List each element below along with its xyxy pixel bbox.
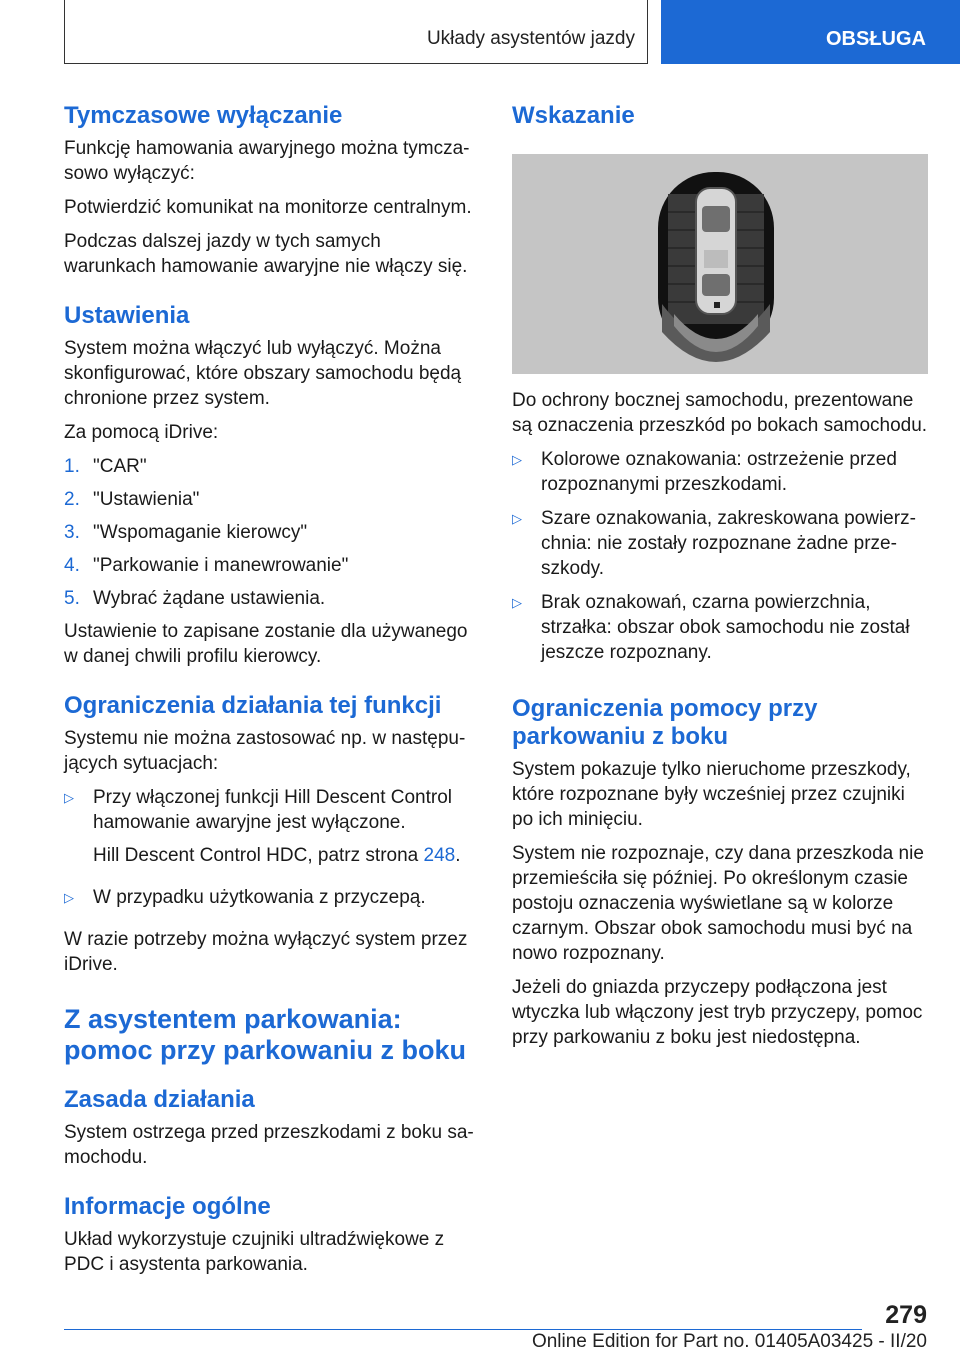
step-text: Wybrać żądane ustawienia. [93, 588, 326, 609]
step-number: 2. [64, 489, 80, 510]
list-item-text: Brak oznakowań, czarna powierzchnia, strzałka: obszar obok samochodu nie został jeszcze rozpoznany. [541, 592, 910, 663]
paragraph: System ostrzega przed przeszkodami z boku sa-mochodu. [64, 1122, 474, 1168]
step-text: "CAR" [93, 456, 147, 477]
header-box [64, 0, 648, 64]
heading-side-aid-limitations: Ograniczenia pomocy przy parkowaniu z boku [512, 695, 818, 750]
chapter-tab-label: OBSŁUGA [826, 28, 926, 50]
heading-side-parking-aid: Z asystentem parkowania: pomoc przy parkowaniu z boku [64, 1004, 467, 1065]
list-item-text: Szare oznakowania, zakreskowana powierz-chnia: nie zostały rozpoznane żadne prze-szkody. [541, 508, 916, 579]
paragraph: Za pomocą iDrive: [64, 422, 219, 443]
list-item [512, 590, 930, 665]
list-item-text: W przypadku użytkowania z przyczepą. [93, 887, 426, 908]
side-protection-figure [512, 154, 928, 374]
step-item [64, 454, 476, 479]
step-number: 3. [64, 522, 80, 543]
list-item-text: Kolorowe oznakowania: ostrzeżenie przed rozpoznanymi przeszkodami. [541, 449, 897, 495]
list-item [512, 506, 930, 581]
step-item [64, 553, 476, 578]
cross-reference [93, 843, 476, 868]
step-text: "Ustawienia" [93, 489, 200, 510]
reference-text: Hill Descent Control HDC, patrz strona [93, 845, 424, 866]
step-item [64, 520, 476, 545]
paragraph: Jeżeli do gniazda przyczepy podłączona jest wtyczka lub włączony jest tryb przyczepy, pomoc przy parkowaniu z boku jest niedostępna. [512, 977, 923, 1048]
right-column [512, 102, 930, 1059]
paragraph: Ustawienie to zapisane zostanie dla używanego w danej chwili profilu kierowcy. [64, 621, 468, 667]
paragraph: Potwierdzić komunikat na monitorze centralnym. [64, 197, 472, 218]
idrive-steps [64, 454, 476, 611]
left-column [64, 102, 476, 1286]
heading-general-info: Informacje ogólne [64, 1193, 271, 1220]
paragraph: Systemu nie można zastosować np. w następu-jących sytuacjach: [64, 728, 466, 774]
list-item [64, 785, 476, 876]
step-text: "Wspomaganie kierowcy" [93, 522, 308, 543]
step-text: "Parkowanie i manewrowanie" [93, 555, 349, 576]
step-number: 1. [64, 456, 80, 477]
paragraph: Podczas dalszej jazdy w tych samych warunkach hamowanie awaryjne nie włączy się. [64, 231, 468, 277]
step-number: 5. [64, 588, 80, 609]
reference-suffix: . [455, 845, 461, 866]
marking-legend-list [512, 447, 930, 665]
heading-limitations: Ograniczenia działania tej funkcji [64, 692, 442, 719]
triangle-bullet-icon: ▷ [64, 890, 74, 905]
step-number: 4. [64, 555, 80, 576]
heading-settings: Ustawienia [64, 302, 190, 329]
paragraph: W razie potrzeby można wyłączyć system przez iDrive. [64, 929, 468, 975]
footer-divider [64, 1329, 862, 1330]
list-item-text: Przy włączonej funkcji Hill Descent Control hamowanie awaryjne jest wyłączone. [93, 787, 453, 833]
heading-temporary-disable: Tymczasowe wyłączanie [64, 102, 343, 129]
heading-principle: Zasada działania [64, 1086, 255, 1113]
paragraph: Funkcję hamowania awaryjnego można tymcza-sowo wyłączyć: [64, 138, 470, 184]
triangle-bullet-icon: ▷ [512, 511, 522, 526]
paragraph: Do ochrony bocznej samochodu, prezentowane są oznaczenia przeszkód po bokach samochodu. [512, 390, 928, 436]
heading-display: Wskazanie [512, 102, 635, 129]
paragraph: System pokazuje tylko nieruchome przeszkody, które rozpoznane były wcześniej przez czujniki po ich minięciu. [512, 759, 911, 830]
page-number: 279 [885, 1301, 927, 1329]
list-item [512, 447, 930, 497]
edition-footer: Online Edition for Part no. 01405A03425 - II/20 [531, 1331, 927, 1352]
paragraph: System nie rozpoznaje, czy dana przeszkoda nie przemieściła się później. Po określonym czasie postoju oznaczenia wyświetlane są w kolorze czarnym. Obszar obok samochodu musi być na nowo rozpoznany. [512, 843, 924, 964]
section-title: Układy asystentów jazdy [426, 28, 635, 49]
triangle-bullet-icon: ▷ [512, 595, 522, 610]
step-item [64, 586, 476, 611]
step-item [64, 487, 476, 512]
car-top-view-illustration [512, 154, 928, 374]
paragraph: System można włączyć lub wyłączyć. Można skonfigurować, które obszary samochodu będą chronione przez system. [64, 338, 462, 409]
page-link[interactable]: 248 [423, 845, 456, 866]
limitations-list [64, 785, 476, 918]
list-item [64, 885, 476, 918]
triangle-bullet-icon: ▷ [512, 452, 522, 467]
paragraph: Układ wykorzystuje czujniki ultradźwiękowe z PDC i asystenta parkowania. [64, 1229, 445, 1275]
triangle-bullet-icon: ▷ [64, 790, 74, 805]
chapter-tab[interactable] [661, 0, 960, 64]
